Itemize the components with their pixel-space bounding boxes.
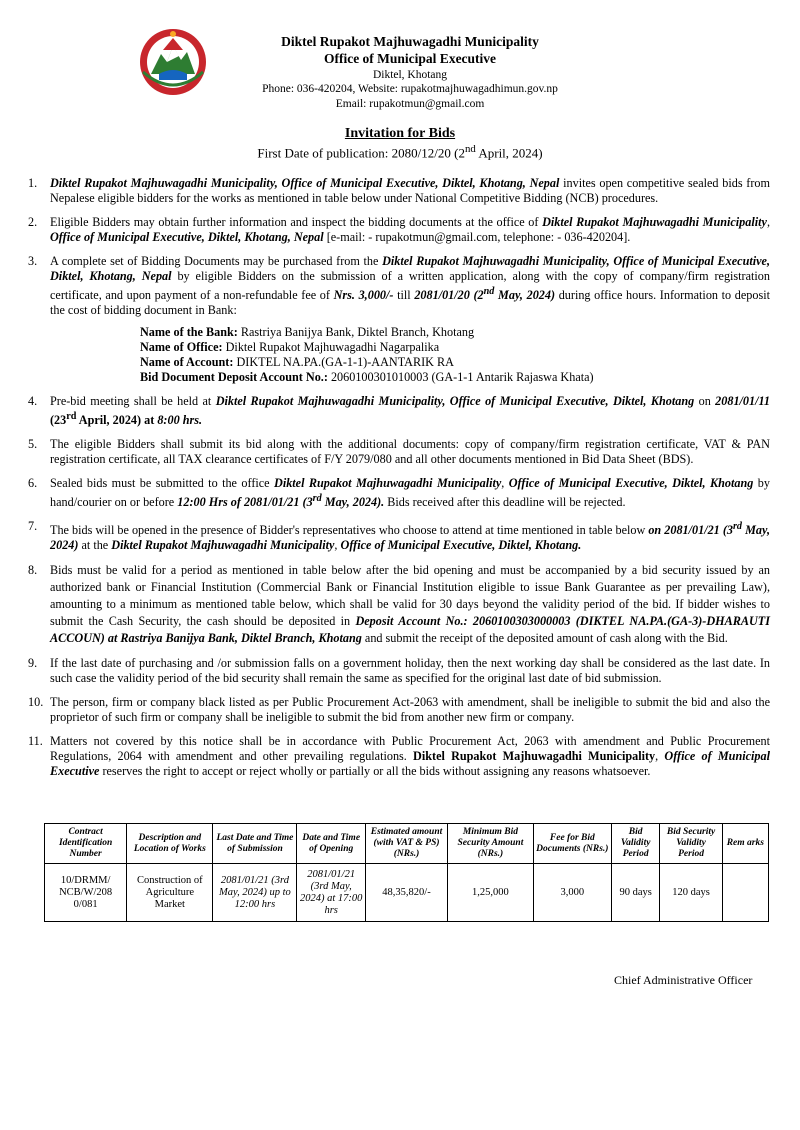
column-header: Rem arks: [722, 824, 768, 864]
office-contact: Phone: 036-420204, Website: rupakotmajhuwagadhimun.gov.np: [262, 83, 558, 96]
clause-text: If the last date of purchasing and /or submission falls on a government holiday, then the next working day shall be considered as the last date. In such case the validity period of the bid security shall remain the same as specified for the original last date of bid submission.: [50, 656, 770, 686]
clause-text: The person, firm or company black listed as per Public Procurement Act-2063 with amendment, shall be ineligible to submit the bid and also the proprietor of such firm or company shall be ineligible to submit the bid from another new firm or company.: [50, 695, 770, 725]
table-header-row: [45, 824, 769, 864]
clause-number: 10.: [28, 695, 44, 710]
deposit-account-line: Bid Document Deposit Account No.: 2060100301010003 (GA-1-1 Antarik Rajaswa Khata): [140, 370, 594, 385]
bank-name-line: Name of the Bank: Rastriya Banijya Bank, Diktel Branch, Khotang: [140, 325, 475, 340]
signatory-title: Chief Administrative Officer: [614, 973, 753, 987]
office-email: Email: rupakotmun@gmail.com: [335, 97, 485, 110]
municipality-name: Diktel Rupakot Majhuwagadhi Municipality: [281, 34, 539, 49]
clause-number: 11.: [28, 734, 43, 749]
clause-11: [28, 734, 770, 779]
notice-heading: [0, 126, 800, 161]
clause-10: [28, 695, 770, 725]
clause-number: 1.: [28, 176, 38, 190]
clause-text: A complete set of Bidding Documents may be purchased from the Diktel Rupakot Majhuwagadhi Municipality, Office of Municipal Executive, Diktel, Khotang, Nepal by eligible Bidders on the submission of a written application, along with the copy of company/firm registration certificate, and upon payment of a non-refundable fee of Nrs. 3,000/- till 2081/01/20 (2nd May, 2024) during office hours. Information to deposit the cost of bidding document in Bank: Name of the Bank: Rastriya Banijya Bank, Diktel Branch, Khotang Name of Office: Diktel Rupakot Majhuwagadhi Nagarpalika Name of Account: DIKTEL NA.PA.(GA-1-1)-AANTARIK RA Bid Document Deposit Account No.: 2060100301010003 (GA-1-1 Antarik Rajaswa Khata): [50, 254, 770, 385]
clause-7: [28, 519, 770, 553]
account-name-line: Name of Account: DIKTEL NA.PA.(GA-1-1)-AANTARIK RA: [140, 355, 454, 370]
clause-text: Bids must be valid for a period as mentioned in table below after the bid opening and must be accompanied by a bid security issued by an authorized bank or Financial Institution (Commercial Bank or Financial Institution eligible to issue Bank Guarantee as per prevailing Law), amounting to a minimum as mentioned table below, which shall be valid for 30 days beyond the validity period of the bid. If bidder wishes to submit the Cash Security, the cash should be deposited in Deposit Account No.: 2060100303000003 (DIKTEL NA.PA.(GA-3)-DHARAUTI ACCOUN) at Rastriya Banijya Bank, Diktel Branch, Khotang and submit the receipt of the deposited amount of cash along with the Bid.: [50, 563, 770, 646]
clause-number: 3.: [28, 254, 38, 268]
column-header: Bid Validity Period: [611, 824, 660, 864]
clause-4: [28, 394, 770, 428]
clause-text: Sealed bids must be submitted to the office Diktel Rupakot Majhuwagadhi Municipality, Office of Municipal Executive, Diktel, Khotang by hand/courier on or before 12:00 Hrs of 2081/01/21 (3rd May, 2024). Bids received after this deadline will be rejected.: [50, 476, 770, 510]
office-name: Office of Municipal Executive: [323, 50, 497, 66]
clause-number: 4.: [28, 394, 38, 409]
estimated-amount-cell: 48,35,820/-: [365, 864, 447, 922]
bid-validity-cell: 90 days: [611, 864, 660, 922]
column-header: Estimated amount (with VAT & PS) (NRs.): [365, 824, 447, 864]
clause-6: [28, 476, 770, 510]
column-header: Description and Location of Works: [127, 824, 213, 864]
letterhead: [210, 34, 610, 111]
notice-clauses: [28, 176, 770, 788]
office-location: Diktel, Khotang: [372, 68, 448, 81]
clause-number: 6.: [28, 476, 38, 491]
clause-number: 9.: [28, 656, 38, 671]
nepal-government-emblem-icon: [137, 26, 209, 98]
column-header: Bid Security Validity Period: [660, 824, 722, 864]
column-header: Contract Identification Number: [45, 824, 127, 864]
publication-date: First Date of publication: 2080/12/20 (2nd April, 2024): [257, 143, 543, 161]
column-header: Last Date and Time of Submission: [213, 824, 297, 864]
contract-id-cell: 10/DRMM/ NCB/W/208 0/081: [45, 864, 127, 922]
clause-8: [28, 562, 770, 647]
clause-text: The bids will be opened in the presence of Bidder's representatives who choose to attend at time mentioned in table below on 2081/01/21 (3rd May, 2024) at the Diktel Rupakot Majhuwagadhi Municipality, Office of Municipal Executive, Diktel, Khotang.: [50, 521, 771, 553]
office-name-line: Name of Office: Diktel Rupakot Majhuwagadhi Nagarpalika: [140, 340, 440, 355]
work-description-cell: Construction of Agriculture Market: [127, 864, 213, 922]
notice-title: Invitation for Bids: [344, 126, 456, 141]
column-header: Fee for Bid Documents (NRs.): [533, 824, 611, 864]
clause-number: 8.: [28, 563, 38, 578]
clause-9: [28, 656, 770, 686]
clause-3: [28, 254, 770, 385]
clause-text: Matters not covered by this notice shall be in accordance with Public Procurement Act, 2063 with amendment and Public Procurement Regulations, 2064 with amendment and other prevailing regulations. Diktel Rupakot Majhuwagadhi Municipality, Office of Municipal Executive reserves the right to accept or reject wholly or partially or all the bids without assigning any reasons whatsoever.: [50, 734, 770, 779]
clause-number: 5.: [28, 437, 38, 452]
security-validity-cell: 120 days: [660, 864, 722, 922]
clause-text: Diktel Rupakot Majhuwagadhi Municipality, Office of Municipal Executive, Diktel, Khotang, Nepal invites open competitive sealed bids from Nepalese eligible bidders for the works as mentioned in table below under National Competitive Bidding (NCB) procedures.: [50, 176, 771, 205]
clause-text: Pre-bid meeting shall be held at Diktel Rupakot Majhuwagadhi Municipality, Office of Municipal Executive, Diktel, Khotang on 2081/01/11 (23rd April, 2024) at 8:00 hrs.: [50, 394, 771, 428]
clause-2: [28, 215, 770, 245]
clause-text: The eligible Bidders shall submit its bid along with the additional documents: copy of company/firm registration certificate, VAT & PAN registration certificate, all TAX clearance certificates of F/Y 2079/080 and all other documents mentioned in Bid Data Sheet (BDS).: [50, 437, 770, 467]
bank-details: [140, 325, 770, 385]
opening-date-cell: 2081/01/21 (3rd May, 2024) at 17:00 hrs: [297, 864, 366, 922]
remarks-cell: [722, 864, 768, 922]
clause-5: [28, 437, 770, 467]
clause-text: Eligible Bidders may obtain further information and inspect the bidding documents at the office of Diktel Rupakot Majhuwagadhi Municipality, Office of Municipal Executive, Diktel, Khotang, Nepal [e-mail: - rupakotmun@gmail.com, telephone: - 036-420204].: [50, 215, 770, 244]
column-header: Minimum Bid Security Amount (NRs.): [448, 824, 534, 864]
bid-details-table: [44, 823, 769, 922]
bid-security-cell: 1,25,000: [448, 864, 534, 922]
submission-deadline-cell: 2081/01/21 (3rd May, 2024) up to 12:00 hrs: [213, 864, 297, 922]
clause-number: 7.: [28, 519, 38, 534]
clause-number: 2.: [28, 215, 38, 229]
document-fee-cell: 3,000: [533, 864, 611, 922]
column-header: Date and Time of Opening: [297, 824, 366, 864]
table-row: [45, 864, 769, 922]
clause-1: [28, 176, 770, 206]
